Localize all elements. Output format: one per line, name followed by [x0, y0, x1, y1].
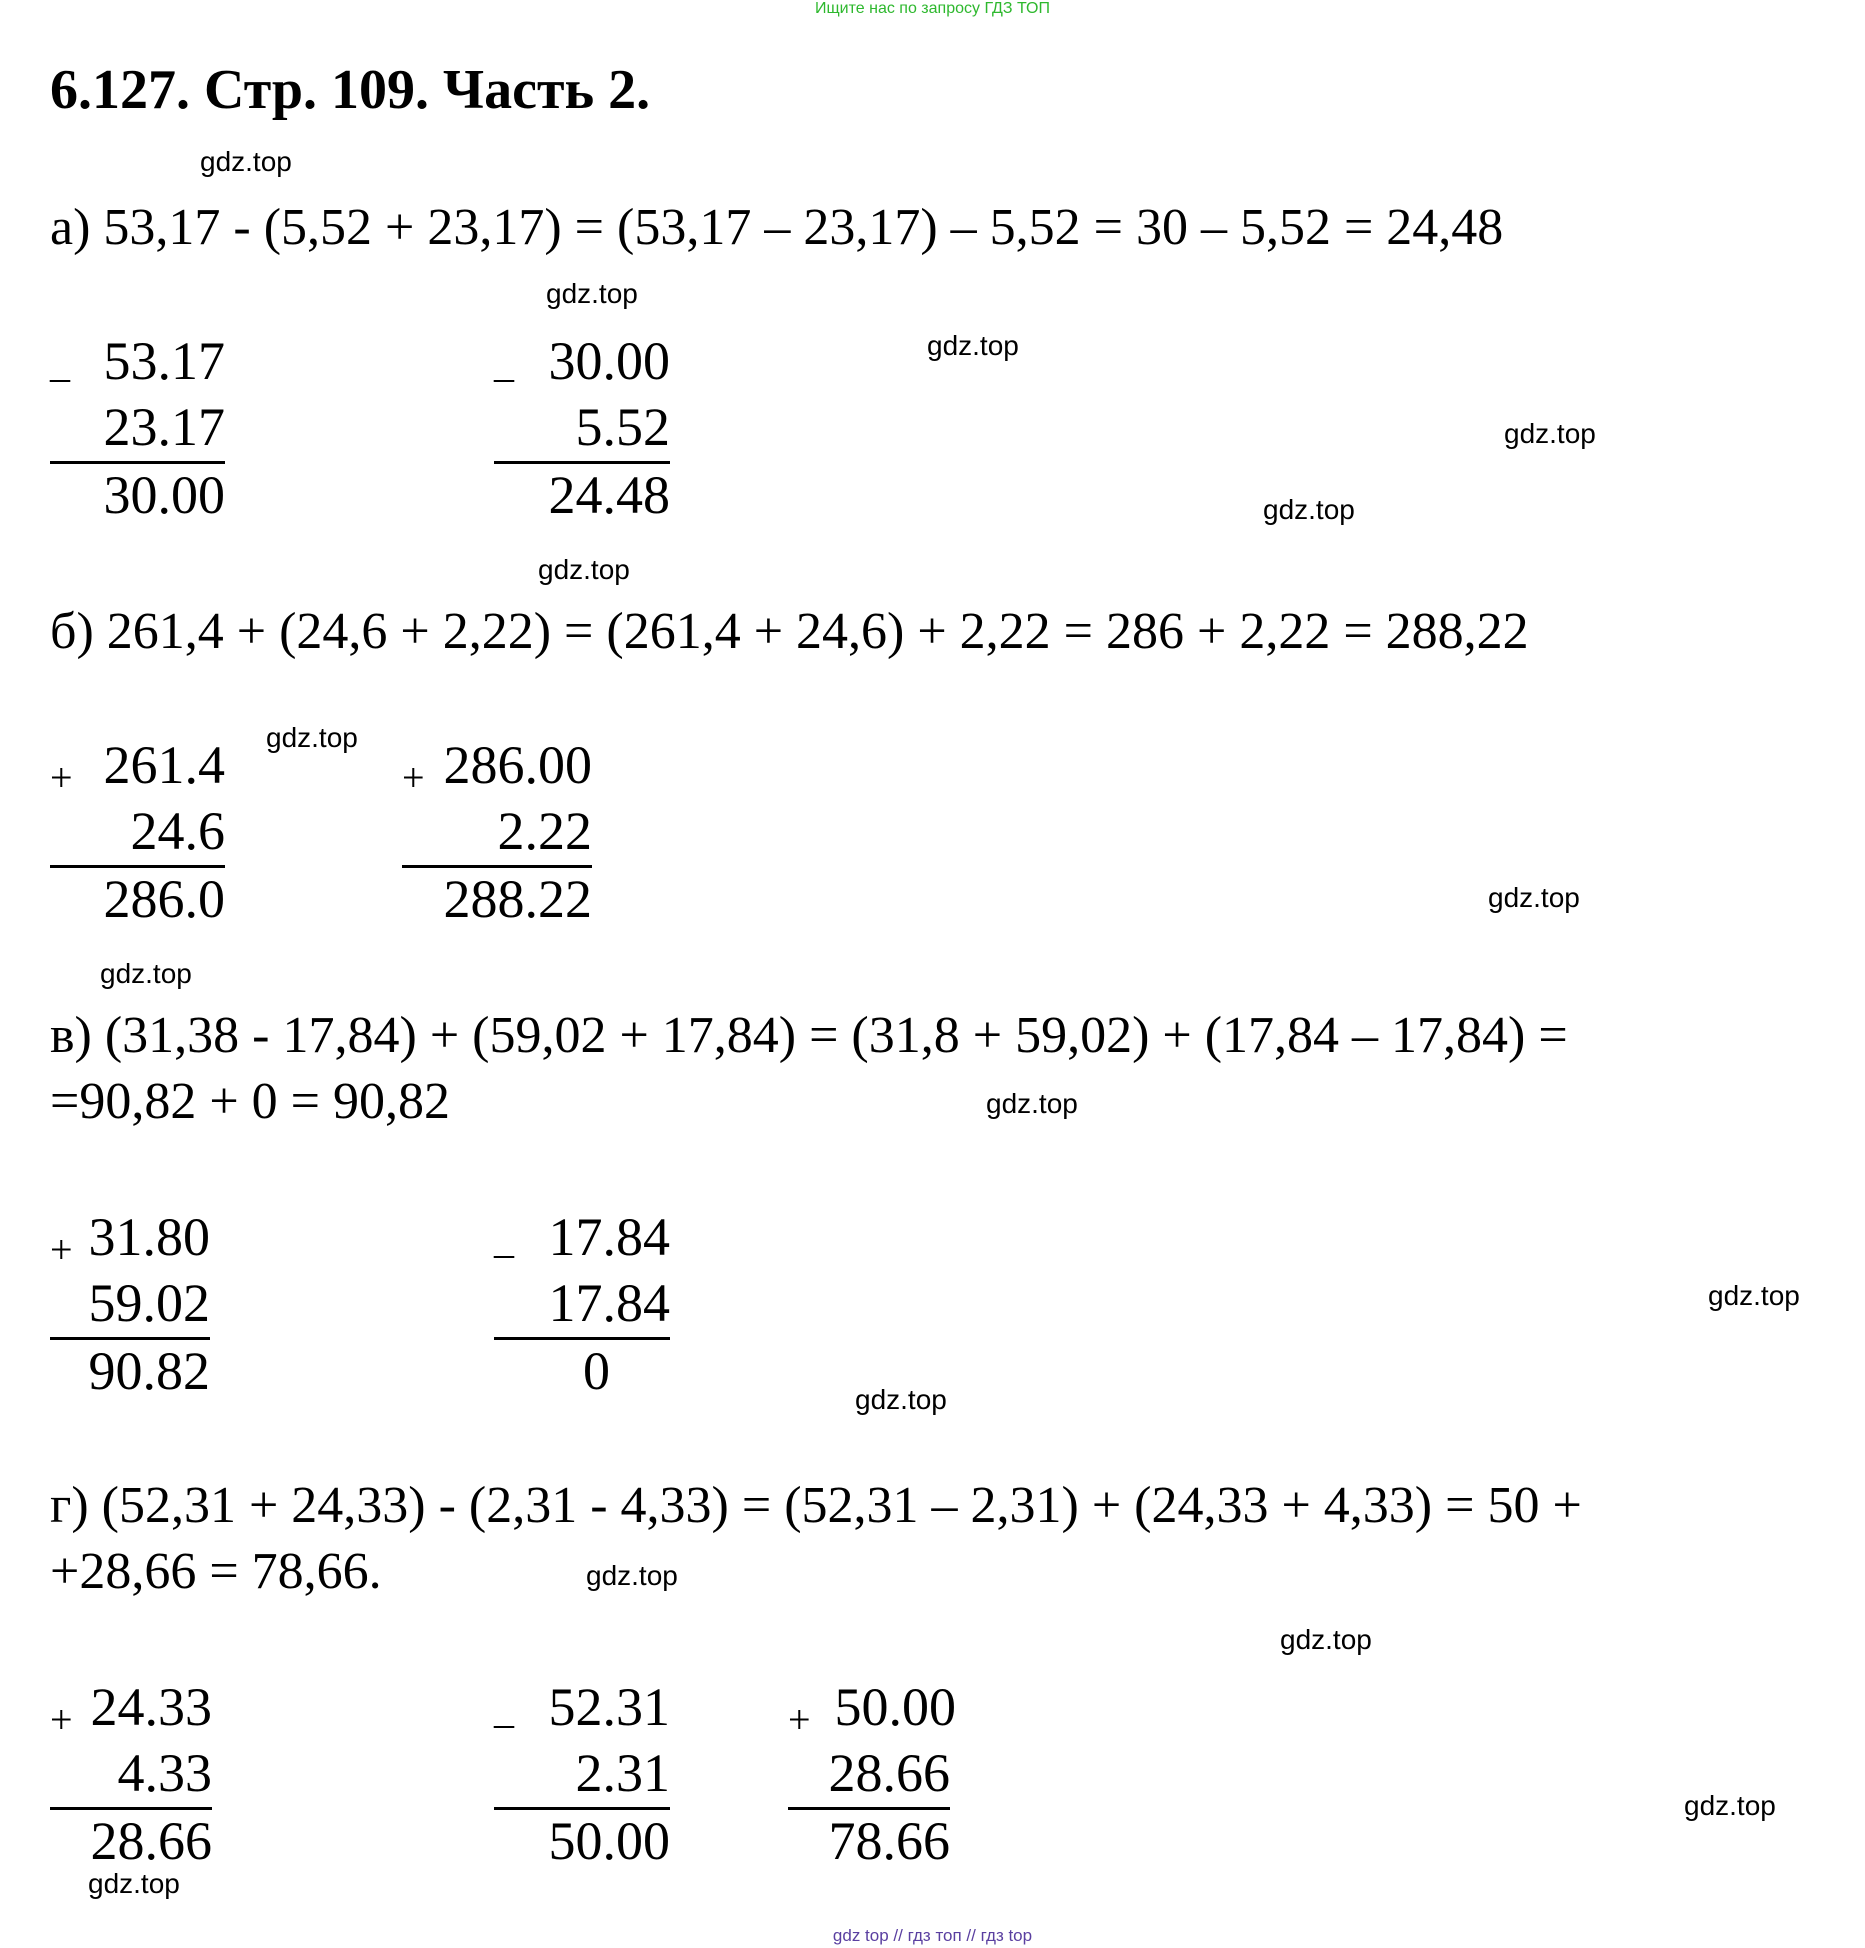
operation-sign: _	[494, 1217, 514, 1262]
operand-1: 17.84	[548, 1207, 670, 1267]
operation-sign: +	[50, 1697, 73, 1742]
result: 90.82	[88, 1341, 210, 1401]
footer: gdz top // гдз топ // гдз top	[832, 1926, 1033, 1945]
result: 50.00	[548, 1811, 670, 1871]
result: 288.22	[443, 869, 592, 929]
column-calc-g-1	[50, 1677, 212, 1871]
column-calc-b-1	[50, 735, 225, 929]
result-line	[494, 461, 670, 464]
operand-1: 261.4	[103, 735, 225, 795]
column-calc-g-3	[788, 1677, 956, 1871]
column-calc-g-2	[494, 1677, 670, 1871]
result: 78.66	[828, 1811, 950, 1871]
watermark: gdz.top	[1708, 1280, 1800, 1311]
column-calc-v-1	[50, 1207, 210, 1401]
operand-2: 4.33	[117, 1743, 212, 1803]
watermark: gdz.top	[1280, 1624, 1372, 1655]
operand-2: 24.6	[130, 801, 225, 861]
result-line	[50, 1807, 212, 1810]
operand-2: 28.66	[828, 1743, 950, 1803]
watermark: gdz.top	[986, 1088, 1078, 1119]
operation-sign: _	[50, 341, 70, 386]
operand-1: 286.00	[443, 735, 592, 795]
watermark: gdz.top	[1488, 882, 1580, 913]
operation-sign: +	[50, 1227, 73, 1272]
watermark: gdz.top	[855, 1384, 947, 1415]
operand-1: 31.80	[88, 1207, 210, 1267]
watermark: gdz.top	[538, 554, 630, 585]
column-calc-a-1	[50, 331, 225, 525]
result: 0	[583, 1341, 610, 1401]
result-line	[402, 865, 592, 868]
result: 30.00	[103, 465, 225, 525]
column-calc-v-2	[494, 1207, 670, 1401]
watermark: gdz.top	[1504, 418, 1596, 449]
result: 28.66	[90, 1811, 212, 1871]
page-title: 6.127. Стр. 109. Часть 2.	[50, 59, 651, 121]
equation-g-line1: г) (52,31 + 24,33) - (2,31 - 4,33) = (52,31 – 2,31) + (24,33 + 4,33) = 50 +	[50, 1477, 1582, 1534]
result-line	[494, 1337, 670, 1340]
operand-2: 17.84	[548, 1273, 670, 1333]
watermark: gdz.top	[1684, 1790, 1776, 1821]
column-calc-a-2	[494, 331, 670, 525]
watermark: gdz.top	[586, 1560, 678, 1591]
operation-sign: _	[494, 1687, 514, 1732]
operand-2: 23.17	[103, 397, 225, 457]
operand-2: 2.22	[497, 801, 592, 861]
operand-1: 53.17	[103, 331, 225, 391]
operation-sign: _	[494, 341, 514, 386]
watermark: gdz.top	[1263, 494, 1355, 525]
equation-v-line1: в) (31,38 - 17,84) + (59,02 + 17,84) = (31,8 + 59,02) + (17,84 – 17,84) =	[50, 1007, 1568, 1064]
operand-2: 2.31	[575, 1743, 670, 1803]
watermark: gdz.top	[266, 722, 358, 753]
result-line	[50, 865, 225, 868]
equation-a: а) 53,17 - (5,52 + 23,17) = (53,17 – 23,17) – 5,52 = 30 – 5,52 = 24,48	[50, 199, 1504, 256]
result: 24.48	[548, 465, 670, 525]
operand-1: 50.00	[834, 1677, 956, 1737]
watermark: gdz.top	[546, 278, 638, 309]
operand-2: 5.52	[575, 397, 670, 457]
result-line	[494, 1807, 670, 1810]
watermark: gdz.top	[88, 1868, 180, 1899]
operation-sign: +	[788, 1697, 811, 1742]
watermark: gdz.top	[200, 146, 292, 177]
equation-g-line2: +28,66 = 78,66.	[50, 1543, 382, 1600]
operand-1: 24.33	[90, 1677, 212, 1737]
result-line	[50, 1337, 210, 1340]
operand-1: 30.00	[548, 331, 670, 391]
operand-2: 59.02	[88, 1273, 210, 1333]
result-line	[50, 461, 225, 464]
column-calc-b-2	[402, 735, 592, 929]
operation-sign: +	[402, 755, 425, 800]
watermark: gdz.top	[927, 330, 1019, 361]
watermark: gdz.top	[100, 958, 192, 989]
result: 286.0	[103, 869, 225, 929]
search-banner: Ищите нас по запросу ГДЗ ТОП	[815, 0, 1050, 17]
equation-b: б) 261,4 + (24,6 + 2,22) = (261,4 + 24,6) + 2,22 = 286 + 2,22 = 288,22	[50, 603, 1529, 660]
operation-sign: +	[50, 755, 73, 800]
result-line	[788, 1807, 950, 1810]
operand-1: 52.31	[548, 1677, 670, 1737]
equation-v-line2: =90,82 + 0 = 90,82	[50, 1073, 450, 1130]
